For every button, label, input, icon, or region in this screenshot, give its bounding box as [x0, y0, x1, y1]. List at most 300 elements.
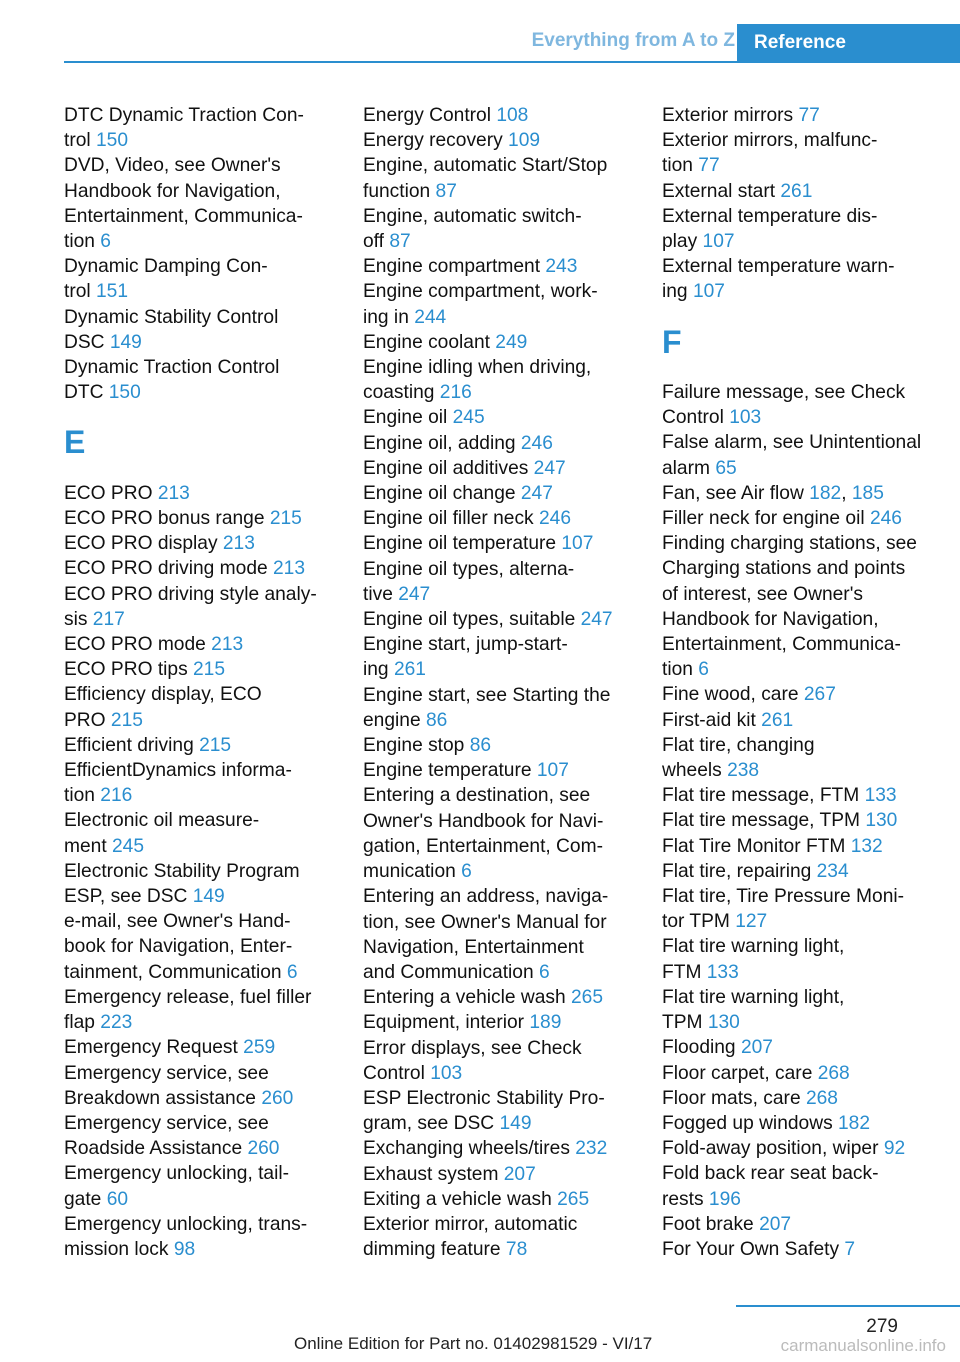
page-link[interactable]: 247 [398, 583, 431, 605]
page-link[interactable]: 215 [110, 709, 143, 731]
page-link[interactable]: 108 [496, 105, 529, 126]
entry-label: ESP, see DSC [64, 886, 193, 908]
entry-label: tion [662, 155, 699, 177]
entry-label: DTC Dynamic Traction Con- [64, 105, 304, 126]
page-link[interactable]: 86 [469, 735, 492, 757]
entry-text [64, 859, 336, 884]
entry-text [662, 103, 954, 128]
watermark: carmanualsonline.info [780, 1336, 946, 1355]
page-link[interactable]: 213 [222, 533, 255, 555]
page-link[interactable]: 267 [803, 684, 836, 706]
entry-label: Engine start, see Starting the [363, 684, 611, 706]
page-link[interactable]: 243 [545, 256, 578, 278]
page-link[interactable]: 207 [503, 1163, 536, 1185]
entry-label: Flat tire message, FTM [662, 785, 865, 807]
entry-label: External temperature dis- [662, 205, 878, 227]
page-link[interactable]: 107 [536, 760, 569, 782]
index-entry [363, 1086, 635, 1136]
entry-text [363, 1111, 635, 1136]
entry-text [363, 330, 635, 355]
entry-text [363, 355, 635, 380]
entry-text [363, 708, 635, 733]
page-link[interactable]: 87 [435, 180, 457, 202]
entry-label: Exterior mirrors [662, 105, 799, 126]
page-link[interactable]: 127 [735, 911, 768, 933]
entry-text [363, 985, 635, 1010]
entry-text [662, 985, 954, 1010]
page-link[interactable]: 133 [706, 961, 739, 983]
entry-label: DTC [64, 382, 109, 404]
entry-label: DVD, Video, see Owner's [64, 155, 281, 177]
entry-text [64, 934, 336, 959]
entry-text [64, 531, 336, 556]
page-link[interactable]: 244 [414, 306, 447, 328]
entry-label: Emergency release, fuel filler [64, 986, 312, 1008]
entry-label: Emergency service, see [64, 1112, 269, 1134]
entry-text [64, 254, 336, 279]
page-link[interactable]: 185 [851, 482, 884, 504]
header-rule [64, 61, 960, 63]
entry-label: trol [64, 281, 96, 303]
page-link[interactable]: 77 [698, 155, 720, 177]
entry-text [64, 179, 336, 204]
index-entry [363, 330, 635, 355]
page-link[interactable]: 265 [557, 1188, 590, 1210]
page-link[interactable]: 196 [708, 1188, 741, 1210]
entry-label: Efficient driving [64, 734, 200, 756]
entry-text [662, 960, 954, 985]
index-entry [662, 834, 954, 859]
index-entry [363, 481, 635, 506]
entry-text [363, 531, 635, 556]
page-link[interactable]: 246 [538, 508, 571, 530]
page-link[interactable]: 92 [883, 1138, 906, 1160]
index-entry [363, 128, 635, 153]
entry-label: Emergency Request [64, 1037, 244, 1059]
entry-label: DSC [64, 331, 110, 353]
index-entry [64, 556, 336, 581]
entry-label: Emergency service, see [64, 1062, 269, 1084]
entry-text [662, 1237, 954, 1262]
entry-text [64, 1187, 336, 1212]
index-entry [662, 128, 954, 178]
entry-text [363, 1162, 635, 1187]
entry-label: Charging stations and points [662, 558, 906, 580]
page-link[interactable]: 109 [508, 130, 541, 152]
page-link[interactable]: 259 [243, 1037, 276, 1059]
entry-label: Fold back rear seat back- [662, 1163, 879, 1185]
entry-text [363, 884, 635, 909]
entry-label: TPM [662, 1012, 708, 1034]
entry-text [64, 607, 336, 632]
index-entry [662, 1136, 954, 1161]
entry-text [64, 1086, 336, 1111]
entry-label: Energy recovery [363, 130, 509, 152]
index-entry [64, 657, 336, 682]
index-entry [64, 808, 336, 858]
index-entry [662, 884, 954, 934]
index-entry [64, 305, 336, 355]
index-entry [64, 531, 336, 556]
entry-label: dimming feature [363, 1239, 506, 1261]
entry-label: Flooding [662, 1037, 741, 1059]
entry-label: First-aid kit [662, 709, 762, 731]
page-link[interactable]: 261 [761, 709, 794, 731]
entry-label: Engine, automatic Start/Stop [363, 155, 608, 177]
entry-text [64, 1111, 336, 1136]
index-entry [662, 380, 954, 430]
page-link[interactable]: 149 [499, 1113, 532, 1135]
index-entry [363, 431, 635, 456]
page-link[interactable]: 98 [173, 1238, 196, 1260]
index-entry [363, 204, 635, 254]
entry-label: function [363, 180, 436, 202]
entry-label: ECO PRO tips [64, 659, 194, 681]
entry-text [662, 128, 954, 153]
entry-text [64, 128, 336, 153]
index-entry [363, 279, 635, 329]
index-entry [363, 985, 635, 1010]
index-entry [662, 204, 954, 254]
entry-text [64, 884, 336, 909]
index-entry [662, 1061, 954, 1086]
entry-text [363, 431, 635, 456]
index-entry [363, 1036, 635, 1086]
index-entry [64, 733, 336, 758]
page-link[interactable]: 249 [495, 331, 528, 353]
entry-text [662, 884, 954, 909]
entry-label: Exchanging wheels/tires [363, 1138, 576, 1160]
page-link[interactable]: 261 [780, 180, 813, 202]
page-link[interactable]: 215 [269, 508, 302, 530]
index-entry [64, 1035, 336, 1060]
entry-label: Filler neck for engine oil [662, 508, 870, 530]
entry-text [662, 909, 954, 934]
page-link[interactable]: 216 [439, 382, 472, 404]
entry-label: ing [662, 281, 693, 303]
page-link[interactable]: 223 [100, 1012, 133, 1034]
entry-label: and Communication [363, 961, 539, 983]
entry-label: Electronic Stability Program [64, 860, 300, 882]
page-link[interactable]: 6 [461, 861, 472, 883]
entry-text [662, 531, 954, 556]
page-link[interactable]: 182 [809, 482, 842, 504]
entry-text [662, 1061, 954, 1086]
page-link[interactable]: 132 [850, 835, 883, 857]
entry-text [662, 834, 954, 859]
page-link[interactable]: 213 [273, 558, 306, 580]
index-entry [64, 254, 336, 304]
entry-label: Engine oil additives [363, 457, 534, 479]
index-entry [64, 153, 336, 254]
entry-text [64, 1237, 336, 1262]
entry-label: engine [363, 709, 426, 731]
page-link[interactable]: 189 [529, 1012, 562, 1034]
index-entry [363, 405, 635, 430]
entry-text [64, 103, 336, 128]
entry-label: Failure message, see Check [662, 382, 906, 404]
entry-label: Fogged up windows [662, 1112, 838, 1134]
edition-note: Online Edition for Part no. 01402981529 - VI/17 [294, 1334, 653, 1353]
entry-label: tive [363, 583, 399, 605]
entry-text [662, 1035, 954, 1060]
entry-label: Fine wood, care [662, 684, 804, 706]
entry-label: Entertainment, Communica- [64, 205, 303, 227]
entry-text [64, 1136, 336, 1161]
entry-text [363, 1036, 635, 1061]
entry-label: flap [64, 1012, 101, 1034]
entry-label: coasting [363, 382, 440, 404]
page-link[interactable]: 247 [533, 457, 566, 479]
page-link[interactable]: 86 [425, 709, 448, 731]
entry-text [363, 103, 635, 128]
index-column-3 [662, 103, 954, 1262]
page-link[interactable]: 149 [109, 331, 142, 353]
entry-label: gram, see DSC [363, 1113, 500, 1135]
page-link[interactable]: 151 [96, 281, 129, 303]
entry-label: Floor mats, care [662, 1087, 806, 1109]
entry-text [662, 179, 954, 204]
entry-label: alarm [662, 457, 716, 479]
page-link[interactable]: 213 [157, 482, 190, 504]
entry-text [363, 834, 635, 859]
index-entry [64, 1212, 336, 1262]
entry-label: Engine, automatic switch- [363, 205, 582, 227]
page-link[interactable]: 87 [389, 231, 411, 253]
entry-label: Fan, see Air flow [662, 482, 810, 504]
entry-text [662, 279, 954, 304]
entry-text [64, 355, 336, 380]
index-column-1 [64, 103, 336, 1262]
page-link[interactable]: 268 [817, 1062, 850, 1084]
page-link[interactable]: 265 [570, 987, 603, 1009]
entry-label: Dynamic Stability Control [64, 306, 279, 328]
entry-label: Entertainment, Communica- [662, 634, 901, 656]
entry-label: Owner's Handbook for Navi- [363, 810, 604, 832]
page-link[interactable]: 133 [864, 785, 897, 807]
page-link[interactable]: 245 [452, 407, 485, 429]
entry-text [363, 128, 635, 153]
page-link[interactable]: 207 [740, 1037, 773, 1059]
entry-label: Breakdown assistance [64, 1087, 262, 1109]
entry-text [662, 1187, 954, 1212]
index-entry [363, 557, 635, 607]
entry-text [64, 153, 336, 178]
entry-label: munication [363, 861, 462, 883]
page-link[interactable]: 216 [100, 785, 133, 807]
page-link[interactable]: 78 [505, 1239, 528, 1261]
entry-text [662, 1136, 954, 1161]
page-link[interactable]: 107 [561, 533, 594, 555]
entry-text [363, 809, 635, 834]
entry-text [662, 153, 954, 178]
entry-text [363, 733, 635, 758]
index-entry [662, 783, 954, 808]
page-link[interactable]: 213 [211, 634, 244, 656]
entry-label: Engine oil filler neck [363, 508, 539, 530]
entry-text [64, 204, 336, 229]
page-link[interactable]: 107 [702, 231, 735, 253]
page-link[interactable]: 103 [729, 407, 762, 429]
entry-text [662, 708, 954, 733]
entry-text [363, 204, 635, 229]
entry-text [64, 1010, 336, 1035]
entry-label: Electronic oil measure- [64, 810, 260, 832]
page-link[interactable]: 260 [247, 1138, 280, 1160]
entry-text [64, 481, 336, 506]
entry-label: Flat tire warning light, [662, 936, 845, 958]
page-link[interactable]: 246 [520, 432, 553, 454]
section-letter: E [64, 424, 86, 461]
entry-label: Flat tire warning light, [662, 986, 845, 1008]
index-entry [363, 1136, 635, 1161]
entry-label: Flat tire message, TPM [662, 810, 866, 832]
entry-text [662, 204, 954, 229]
entry-text [363, 456, 635, 481]
page-link[interactable]: 234 [816, 860, 849, 882]
entry-text [64, 808, 336, 833]
index-entry [363, 1162, 635, 1187]
page-link[interactable]: 130 [707, 1012, 740, 1034]
entry-label: Efficiency display, ECO [64, 684, 262, 706]
page-link[interactable]: 215 [199, 734, 232, 756]
entry-label: off [363, 231, 390, 253]
entry-text [64, 380, 336, 405]
entry-label: Engine coolant [363, 331, 496, 353]
entry-text [662, 607, 954, 632]
page-link[interactable]: 107 [692, 281, 725, 303]
page-link[interactable]: 6 [538, 961, 550, 983]
entry-label: Flat Tire Monitor FTM [662, 835, 851, 857]
entry-text [662, 758, 954, 783]
entry-text [363, 1010, 635, 1035]
page-link[interactable]: 245 [112, 835, 145, 857]
index-entry [363, 506, 635, 531]
index-entry [64, 909, 336, 985]
entry-label: rests [662, 1188, 709, 1210]
entry-text [363, 758, 635, 783]
page-link[interactable]: 247 [580, 609, 613, 631]
entry-text [662, 1010, 954, 1035]
entry-label: gation, Entertainment, Com- [363, 835, 603, 857]
entry-text [363, 935, 635, 960]
page-link[interactable]: 6 [698, 659, 709, 681]
page-link[interactable]: 77 [798, 105, 820, 126]
page-link[interactable]: 150 [96, 130, 129, 152]
entry-text [363, 632, 635, 657]
index-entry [64, 1161, 336, 1211]
entry-text [363, 229, 635, 254]
entry-label: Fold-away position, wiper [662, 1138, 884, 1160]
page-link[interactable]: 6 [100, 231, 111, 253]
page-link[interactable]: 149 [192, 886, 225, 908]
entry-label: Entering an address, naviga- [363, 886, 609, 908]
page-link[interactable]: 150 [108, 382, 141, 404]
entry-text [64, 657, 336, 682]
page-link[interactable]: 217 [92, 608, 125, 630]
page-link[interactable]: 182 [838, 1112, 871, 1134]
index-entry [64, 682, 336, 732]
entry-label: PRO [64, 709, 111, 731]
entry-label: ECO PRO display [64, 533, 223, 555]
page-link[interactable]: 207 [759, 1213, 792, 1235]
index-column-2 [363, 103, 635, 1262]
index-entry [662, 733, 954, 783]
entry-label: Engine stop [363, 735, 470, 757]
entry-text [363, 481, 635, 506]
entry-text [64, 708, 336, 733]
entry-label: FTM [662, 961, 707, 983]
page-link[interactable]: 238 [727, 760, 760, 782]
index-entry [662, 1086, 954, 1111]
index-entry [64, 1111, 336, 1161]
page-link[interactable]: 6 [286, 961, 298, 983]
page-link[interactable]: 232 [575, 1138, 608, 1160]
page-link[interactable]: 246 [869, 508, 902, 530]
entry-label: ECO PRO mode [64, 634, 212, 656]
entry-label: Dynamic Damping Con- [64, 256, 268, 278]
page-link[interactable]: 60 [106, 1188, 129, 1210]
page-link[interactable]: 7 [844, 1238, 856, 1260]
footer-rule [736, 1305, 960, 1307]
entry-text [363, 1086, 635, 1111]
entry-text [662, 1111, 954, 1136]
page-link[interactable]: 247 [520, 483, 553, 505]
entry-text [363, 607, 635, 632]
entry-text [64, 582, 336, 607]
entry-label: Floor carpet, care [662, 1062, 818, 1084]
entry-text [64, 985, 336, 1010]
entry-text [662, 380, 954, 405]
page-separator: , [841, 482, 852, 504]
page-link[interactable]: 215 [193, 659, 226, 681]
entry-text [662, 582, 954, 607]
page-number: 279 [866, 1316, 898, 1337]
header-tab-label: Reference [754, 31, 846, 53]
section-letter: F [662, 323, 682, 360]
entry-text [363, 1187, 635, 1212]
entry-label: Dynamic Traction Control [64, 357, 280, 379]
index-entry [64, 632, 336, 657]
index-entry [662, 859, 954, 884]
entry-text [64, 1035, 336, 1060]
page-link[interactable]: 260 [261, 1087, 294, 1109]
index-entry [662, 1237, 954, 1262]
entry-text [64, 1061, 336, 1086]
entry-label: Control [363, 1062, 431, 1084]
page-link[interactable]: 261 [393, 659, 426, 681]
entry-text [363, 783, 635, 808]
page-link[interactable]: 65 [715, 457, 737, 479]
entry-label: Control [662, 407, 730, 429]
index-entry [662, 506, 954, 531]
entry-text [64, 834, 336, 859]
index-entry [662, 708, 954, 733]
entry-label: Engine oil types, alterna- [363, 558, 575, 580]
page-link[interactable]: 268 [805, 1087, 838, 1109]
entry-text [662, 254, 954, 279]
entry-label: Finding charging stations, see [662, 533, 917, 555]
entry-text [64, 733, 336, 758]
page-link[interactable]: 130 [865, 810, 898, 832]
page-link[interactable]: 103 [430, 1062, 463, 1084]
entry-label: ECO PRO driving style analy- [64, 583, 317, 605]
entry-text [363, 405, 635, 430]
index-entry [363, 683, 635, 733]
index-entry [64, 1061, 336, 1111]
index-entry [662, 179, 954, 204]
entry-text [662, 934, 954, 959]
